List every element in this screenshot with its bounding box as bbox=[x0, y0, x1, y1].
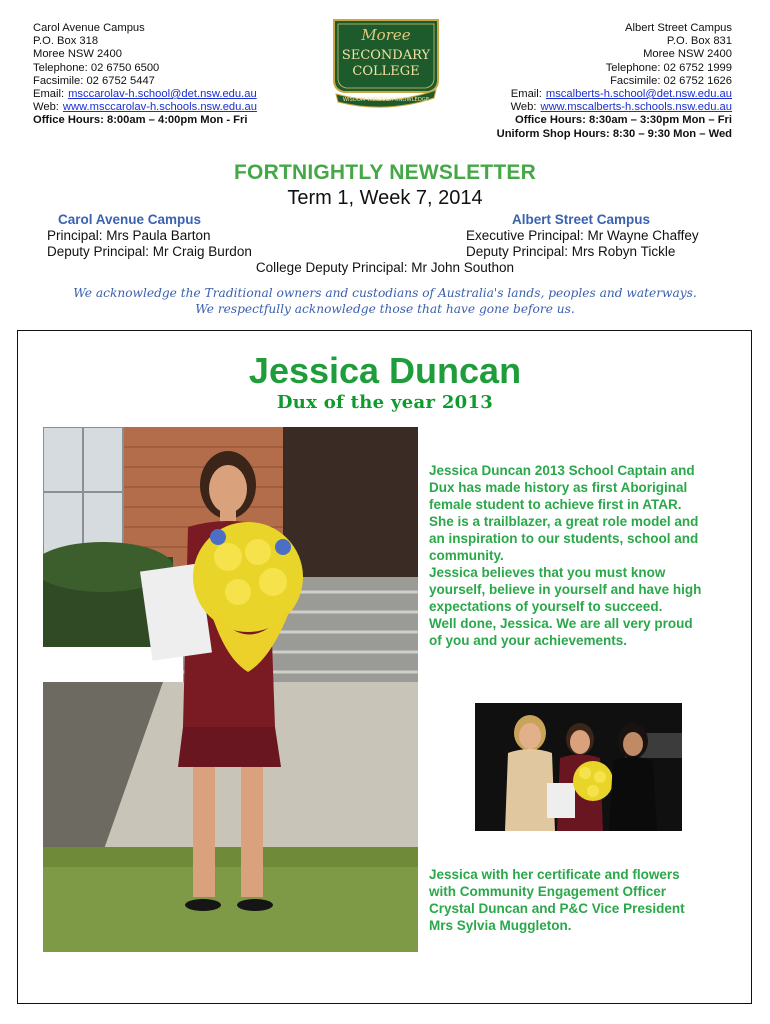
story-line: Well done, Jessica. We are all very proud bbox=[429, 616, 693, 631]
story-line: expectations of yourself to succeed. bbox=[429, 599, 663, 614]
article-subheadline: Dux of the year 2013 bbox=[276, 392, 494, 413]
college-deputy-principal: College Deputy Principal: Mr John Southon bbox=[255, 260, 515, 275]
telephone-line: Telephone: 02 6752 1999 bbox=[605, 61, 732, 74]
acknowledgement-of-country bbox=[0, 285, 770, 317]
carol-avenue-heading: Carol Avenue Campus bbox=[58, 212, 202, 227]
uniform-shop-hours: Uniform Shop Hours: 8:30 – 9:30 Mon – Wed bbox=[496, 127, 732, 140]
address-line: Moree NSW 2400 bbox=[33, 48, 122, 61]
college-logo bbox=[330, 16, 442, 108]
story-line: Dux has made history as first Aboriginal bbox=[429, 480, 688, 495]
telephone-line: Telephone: 02 6750 6500 bbox=[33, 61, 160, 74]
story-line: community. bbox=[429, 548, 504, 563]
albert-street-address-block bbox=[497, 22, 732, 141]
address-line: P.O. Box 831 bbox=[666, 35, 732, 48]
email-link[interactable]: mscalberts-h.school@det.nsw.edu.au bbox=[545, 88, 732, 101]
story-line: an inspiration to our students, school and bbox=[429, 531, 699, 546]
article-headline: Jessica Duncan bbox=[248, 350, 522, 391]
executive-principal-line: Executive Principal: Mr Wayne Chaffey bbox=[466, 228, 699, 243]
address-line: P.O. Box 318 bbox=[33, 35, 99, 48]
logo-motto: WISDOM THROUGH KNOWLEDGE bbox=[342, 97, 430, 103]
web-line bbox=[497, 101, 732, 114]
email-link[interactable]: msccarolav-h.school@det.nsw.edu.au bbox=[68, 88, 257, 101]
office-hours: Office Hours: 8:00am – 4:00pm Mon - Fri bbox=[33, 114, 248, 127]
logo-line1: SECONDARY bbox=[341, 48, 431, 63]
facsimile-line: Facsimile: 02 6752 1626 bbox=[610, 74, 732, 87]
address-line: Carol Avenue Campus bbox=[33, 22, 145, 34]
email-line bbox=[497, 88, 732, 101]
deputy-principal-line: Deputy Principal: Mr Craig Burdon bbox=[47, 244, 252, 259]
office-hours: Office Hours: 8:30am – 3:30pm Mon – Fri bbox=[515, 114, 732, 127]
caption-line: Crystal Duncan and P&C Vice President bbox=[429, 901, 685, 916]
jessica-portrait-photo bbox=[43, 427, 418, 952]
acknowledgement-line: We acknowledge the Traditional owners and custodians of Australia's lands, peoples and waterways. bbox=[73, 286, 697, 300]
acknowledgement-line: We respectfully acknowledge those that have gone before us. bbox=[195, 302, 575, 316]
story-line: of you and your achievements. bbox=[429, 633, 628, 648]
photo-caption bbox=[429, 866, 749, 934]
group-photo bbox=[475, 703, 682, 831]
story-line: Jessica Duncan 2013 School Captain and bbox=[429, 463, 695, 478]
caption-line: Mrs Sylvia Muggleton. bbox=[429, 918, 572, 933]
carol-avenue-staff bbox=[47, 228, 252, 260]
email-label: Email: bbox=[33, 88, 65, 101]
web-line bbox=[33, 101, 257, 114]
web-label: Web: bbox=[33, 101, 59, 114]
logo-script-text: Moree bbox=[361, 26, 411, 44]
web-link[interactable]: www.mscalberts-h.schools.nsw.edu.au bbox=[540, 101, 732, 114]
address-line: Albert Street Campus bbox=[625, 22, 732, 34]
albert-street-heading: Albert Street Campus bbox=[512, 212, 651, 227]
principal-line: Principal: Mrs Paula Barton bbox=[47, 228, 211, 243]
newsletter-title: FORTNIGHTLY NEWSLETTER bbox=[234, 161, 536, 184]
caption-line: with Community Engagement Officer bbox=[429, 884, 667, 899]
story-line: Jessica believes that you must know bbox=[429, 565, 666, 580]
caption-line: Jessica with her certificate and flowers bbox=[429, 867, 680, 882]
web-link[interactable]: www.msccarolav-h.schools.nsw.edu.au bbox=[62, 101, 257, 114]
story-line: yourself, believe in yourself and have high bbox=[429, 582, 702, 597]
carol-avenue-address-block bbox=[33, 22, 257, 128]
story-line: She is a trailblazer, a great role model and bbox=[429, 514, 699, 529]
story-line: female student to achieve first in ATAR. bbox=[429, 497, 682, 512]
web-label: Web: bbox=[510, 101, 537, 114]
article-body bbox=[429, 462, 749, 649]
albert-street-staff bbox=[466, 228, 699, 260]
email-label: Email: bbox=[510, 88, 542, 101]
address-line: Moree NSW 2400 bbox=[643, 48, 732, 61]
logo-line2: COLLEGE bbox=[352, 64, 420, 79]
newsletter-term: Term 1, Week 7, 2014 bbox=[287, 187, 483, 209]
email-line bbox=[33, 88, 257, 101]
facsimile-line: Facsimile: 02 6752 5447 bbox=[33, 74, 155, 87]
deputy-principal-line: Deputy Principal: Mrs Robyn Tickle bbox=[466, 244, 676, 259]
